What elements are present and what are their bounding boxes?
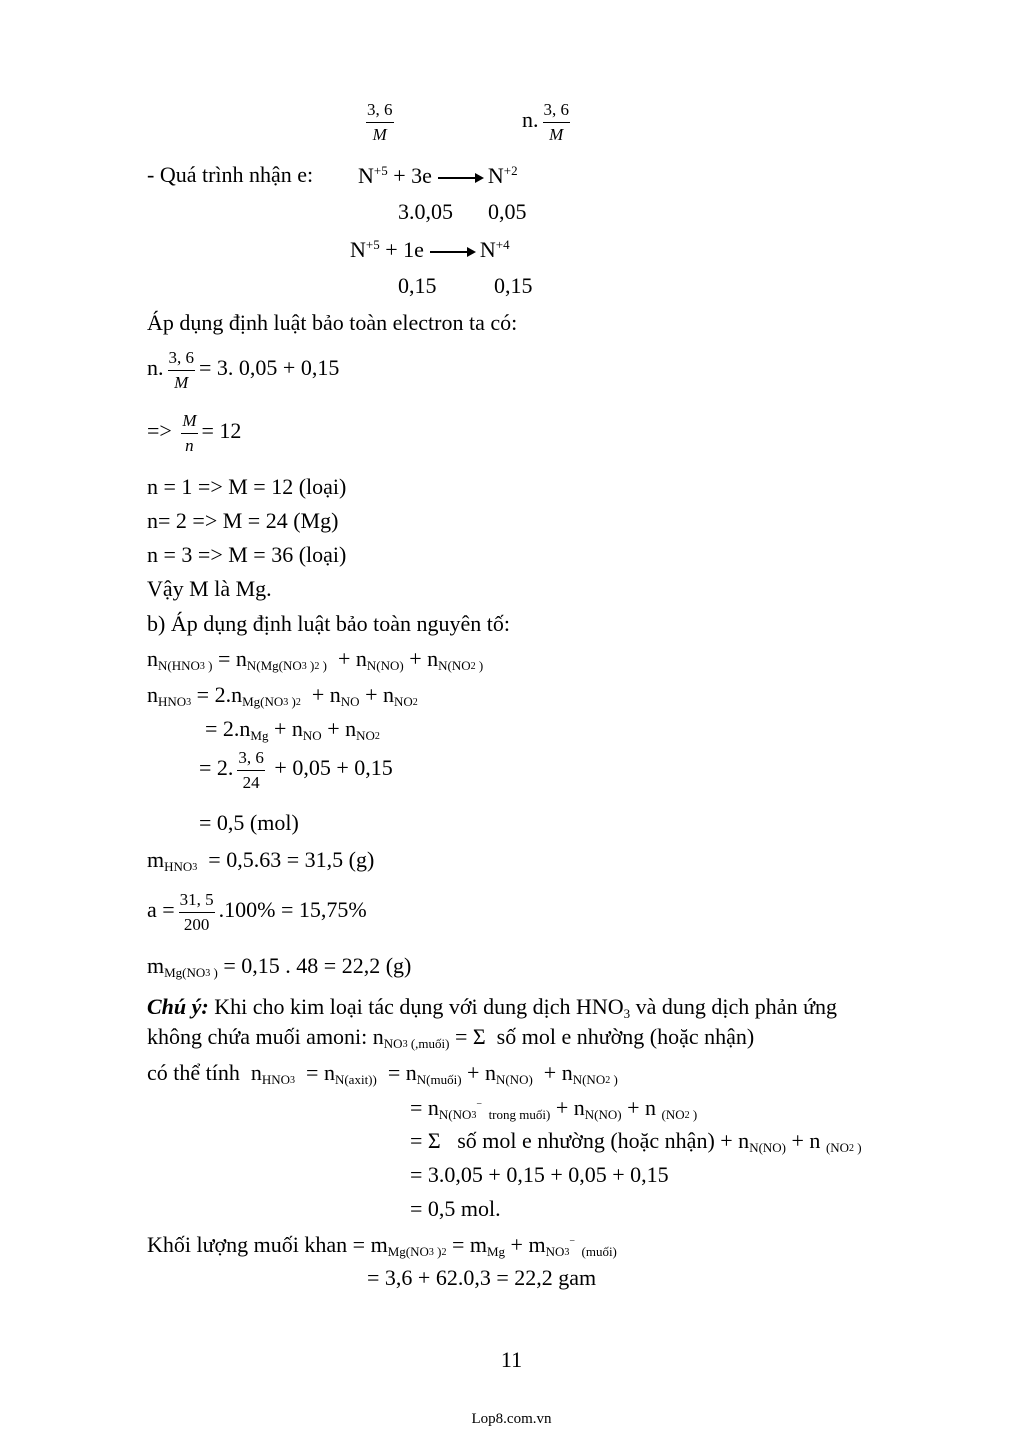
text-line: = 0,5 mol. (410, 1196, 501, 1221)
equation-line: a = $\frac{31, 5}{200}$ .100% = 15,75% (147, 890, 367, 934)
fraction-line: n. $\frac{3, 6}{M}$ (522, 100, 569, 144)
note-line: không chứa muối amoni: $n_{NO3}$ $_{(,muối)}$ = Σ số mol e nhường (hoặc nhận) (147, 1024, 755, 1051)
arrow-icon (430, 251, 474, 253)
equation-line: $n_{N(HNO3}$ $_) = n_{N(Mg(NO3}$ $_{)2}$ $_) + n_{N(NO)} + n_{N(NO2}$ $_)$ (147, 646, 484, 673)
reaction-line: $N^{+5} + 1e$ $N^{+4}$ (350, 237, 510, 262)
footer-watermark: Lop8.com.vn (471, 1411, 552, 1427)
equation-line: $m_{HNO3} = 0,5.63 = 31,5$ (g) (147, 847, 375, 874)
text-line: = 3.0,05 + 0,15 + 0,05 + 0,15 (410, 1162, 669, 1187)
text-line: 0,15 (494, 273, 533, 298)
text-line: - Quá trình nhận e: (147, 162, 314, 187)
note-line: Chú ý: Khi cho kim loại tác dụng với dung dịch $HNO_3$ và dung dịch phản ứng (147, 994, 837, 1021)
text-line: 0,05 (488, 199, 527, 224)
equation-line: $n_{HNO3} = 2.n_{Mg(NO3}$ $_{)2} + n_{NO} + n_{NO2}$ (147, 682, 418, 709)
text-line: n= 2 => M = 24 (Mg) (147, 508, 339, 533)
fraction: $\frac{3, 6}{24}$ (238, 748, 264, 792)
page-number: 11 (500, 1347, 523, 1372)
fraction-line (362, 100, 398, 144)
text-line: 0,15 (398, 273, 437, 298)
fraction: $\frac{3, 6}{M}$ (367, 100, 393, 144)
text-line: Áp dụng định luật bảo toàn electron ta có: (147, 310, 518, 335)
text-line: n = 1 => M = 12 (loại) (147, 474, 347, 499)
text-line: b) Áp dụng định luật bảo toàn nguyên tố: (147, 611, 510, 636)
equation-line: = Σ số mol e nhường (hoặc nhận) + $n_{N(NO)} + n$ $_{(NO2}$ $_)$ (410, 1128, 862, 1155)
fraction: $\frac{3, 6}{M}$ (543, 100, 569, 144)
text-line: = 0,5 (mol) (199, 810, 299, 835)
text-line: 3.0,05 (398, 199, 453, 224)
equation-line: n. $\frac{3, 6}{M}$ = 3. 0,05 + 0,15 (147, 348, 340, 392)
arrow-icon (438, 177, 482, 179)
text-line: Vậy M là Mg. (147, 576, 272, 601)
equation-line: = $2.n_{Mg} + n_{NO} + n_{NO2}$ (205, 716, 380, 743)
text-line: n = 3 => M = 36 (loại) (147, 542, 347, 567)
equation-line: = $n_{N(NO3}^-$ $_{trong muối)} + n_{N(NO)} + n$ $_{(NO2}$ $_)$ (410, 1095, 698, 1122)
equation-line: $m_{Mg(NO3}$ $_)$ = 0,15 . 48 = 22,2 (g) (147, 953, 412, 980)
reaction-line: $N^{+5} + 3e$ $N^{+2}$ (358, 163, 518, 188)
fraction: $\frac{31, 5}{200}$ (179, 890, 214, 934)
equation-line: => $\frac{M}{n}$ = 12 (147, 411, 242, 455)
equation-line: = 2. $\frac{3, 6}{24}$ + 0,05 + 0,15 (199, 748, 393, 792)
fraction: $\frac{M}{n}$ (182, 411, 197, 455)
equation-line: có thể tính $n_{HNO3} = n_{N(axit))} = n_{N(muối)} + n_{N(NO)} + n_{N(NO2}$ $_)$ (147, 1060, 618, 1087)
fraction: $\frac{3, 6}{M}$ (168, 348, 194, 392)
equation-line: Khối lượng muối khan = $m_{Mg(NO3}$ $_{)2} = m_{Mg} + m_{NO3}^-$ $_{(muối)}$ (147, 1232, 617, 1259)
text-line: = 3,6 + 62.0,3 = 22,2 gam (367, 1265, 597, 1290)
